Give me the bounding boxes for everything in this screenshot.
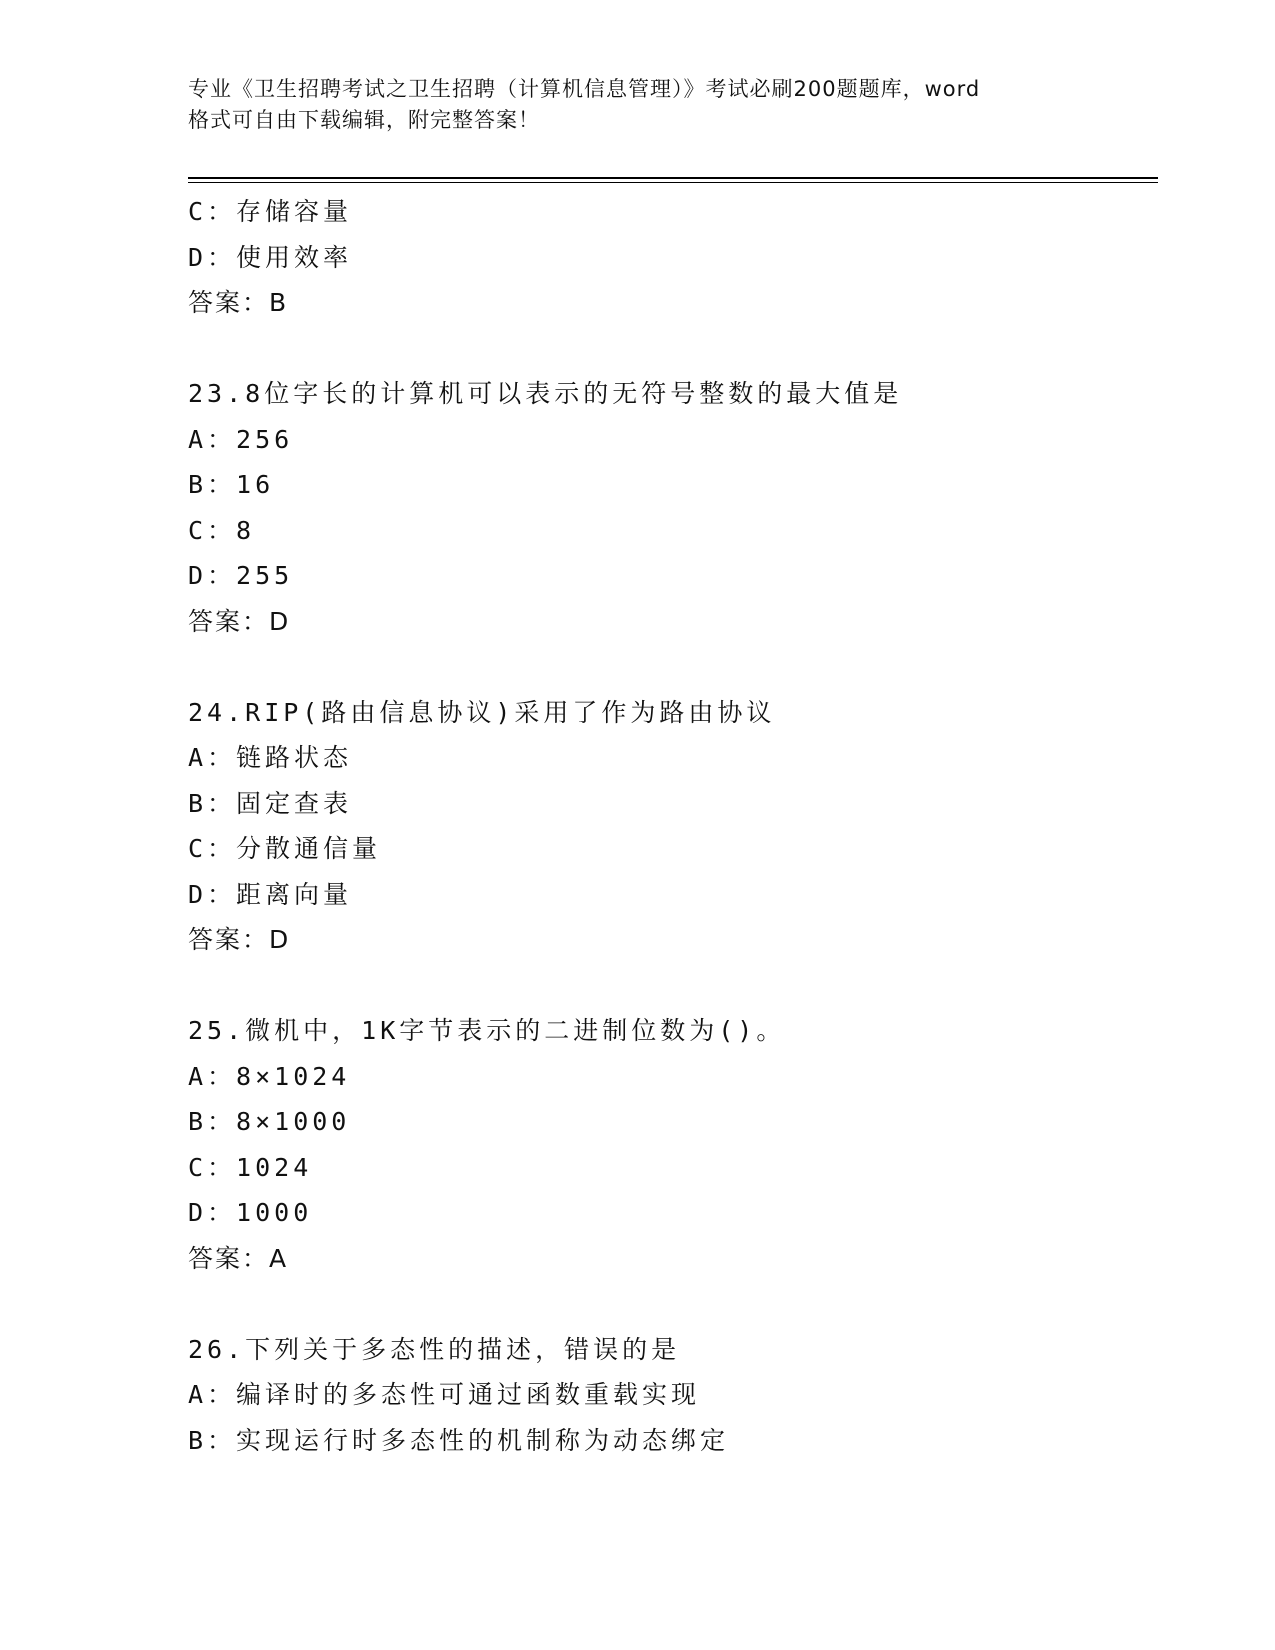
question-25: [188, 1008, 1158, 1281]
option-a: A：编译时的多态性可通过函数重载实现: [188, 1380, 701, 1409]
option-b: B：16: [188, 470, 275, 499]
option-c: C：8: [188, 515, 256, 545]
option-a: A：256: [188, 424, 294, 454]
answer: 答案：D: [188, 925, 291, 954]
question-23: [188, 371, 1158, 644]
option-c: C：1024: [188, 1152, 313, 1182]
option-b: B：8×1000: [188, 1107, 351, 1136]
header-line-1: 专业《卫生招聘考试之卫生招聘（计算机信息管理）》考试必刷200题题库，word: [188, 77, 981, 101]
header-divider-thick: [188, 177, 1158, 179]
option-c: C：分散通信量: [188, 834, 382, 863]
option-b: B：实现运行时多态性的机制称为动态绑定: [188, 1425, 730, 1455]
document-header: [188, 74, 1088, 136]
option-d: D：距离向量: [188, 879, 353, 909]
answer: 答案：B: [188, 288, 289, 317]
question-text: 24.RIP(路由信息协议)采用了作为路由协议: [188, 697, 776, 727]
question-text: 25.微机中，1K字节表示的二进制位数为()。: [188, 1016, 786, 1045]
option-d: D：1000: [188, 1198, 313, 1227]
question-22: [188, 189, 1158, 326]
question-26: [188, 1327, 1158, 1464]
option-d: D：使用效率: [188, 242, 353, 272]
question-24: [188, 690, 1158, 963]
option-a: A：链路状态: [188, 743, 353, 772]
question-text: 23.8位字长的计算机可以表示的无符号整数的最大值是: [188, 379, 903, 408]
spacer: [188, 644, 1158, 690]
spacer: [188, 326, 1158, 372]
question-list: [188, 189, 1158, 1463]
option-b: B：固定查表: [188, 788, 353, 818]
question-text: 26.下列关于多态性的描述，错误的是: [188, 1334, 681, 1364]
answer: 答案：D: [188, 606, 291, 636]
answer: 答案：A: [188, 1243, 289, 1273]
header-divider-thin: [188, 182, 1158, 183]
option-d: D：255: [188, 561, 294, 590]
spacer: [188, 1281, 1158, 1327]
option-c: C：存储容量: [188, 197, 353, 226]
option-a: A：8×1024: [188, 1061, 351, 1091]
spacer: [188, 963, 1158, 1009]
header-line-2: 格式可自由下载编辑，附完整答案！: [188, 108, 540, 132]
